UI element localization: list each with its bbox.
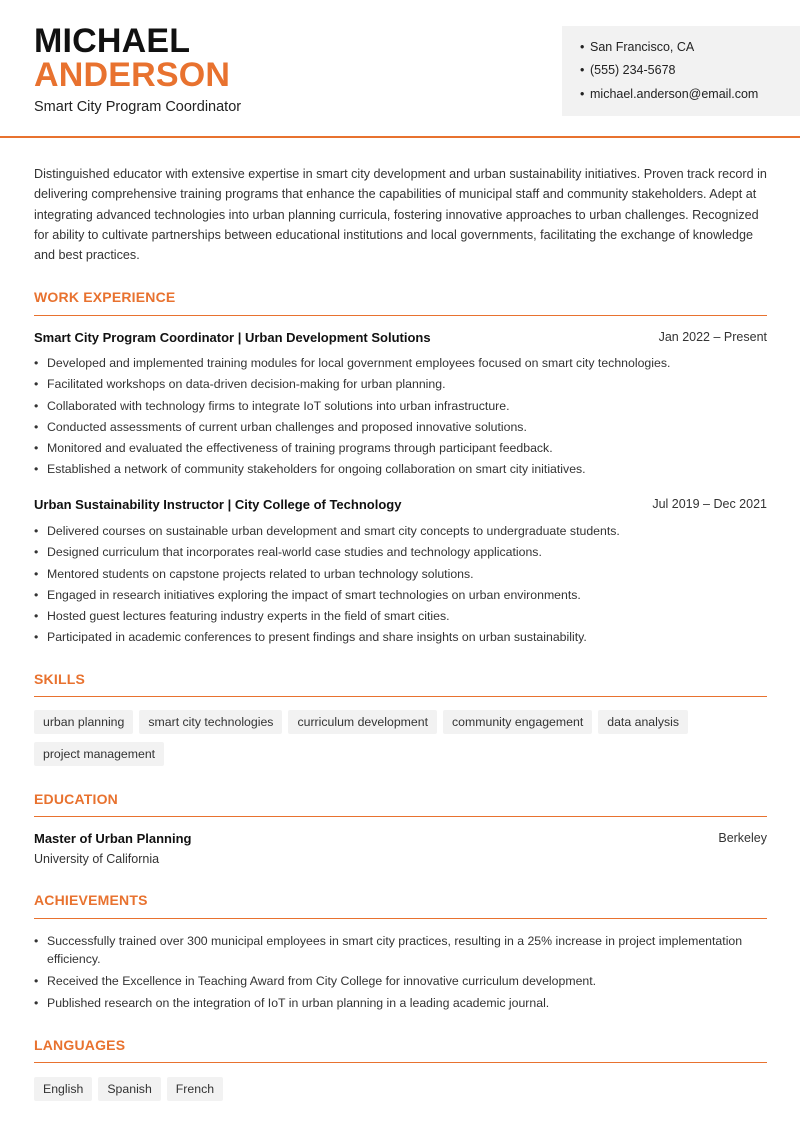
skill-chip: project management	[34, 742, 164, 766]
skills-list	[34, 710, 774, 774]
contact-location	[580, 40, 694, 54]
list-item: • Designed curriculum that incorporates real-world case studies and technology applications.	[34, 544, 767, 560]
section-divider	[34, 1062, 767, 1063]
list-item: • Engaged in research initiatives exploring the impact of smart technologies on urban environments.	[34, 587, 767, 603]
job-header	[34, 497, 767, 512]
language-chip: French	[167, 1077, 223, 1101]
job-bullets	[34, 355, 767, 483]
achievements-list	[34, 933, 754, 1016]
job-role: Urban Sustainability Instructor | City College of Technology	[34, 497, 402, 512]
last-name: ANDERSON	[34, 56, 231, 94]
contact-email[interactable]	[580, 87, 758, 101]
section-title-achievements: ACHIEVEMENTS	[34, 892, 148, 908]
section-title-languages: LANGUAGES	[34, 1037, 126, 1053]
resume-header	[0, 0, 800, 137]
job-header	[34, 330, 767, 345]
job-role: Smart City Program Coordinator | Urban Development Solutions	[34, 330, 431, 345]
skill-chip: community engagement	[443, 710, 592, 734]
contact-box	[562, 26, 800, 116]
phone-text: (555) 234-5678	[590, 63, 676, 77]
bullet-icon: •	[580, 87, 585, 101]
skill-chip: urban planning	[34, 710, 133, 734]
list-item: • Developed and implemented training modules for local government employees focused on smart city technologies.	[34, 355, 767, 371]
bullet-icon: •	[580, 40, 585, 54]
contact-phone	[580, 63, 675, 77]
skill-chip: curriculum development	[288, 710, 437, 734]
list-item: • Hosted guest lectures featuring industry experts in the field of smart cities.	[34, 608, 767, 624]
section-divider	[34, 918, 767, 919]
list-item: • Conducted assessments of current urban challenges and proposed innovative solutions.	[34, 419, 767, 435]
section-title-education: EDUCATION	[34, 791, 118, 807]
section-divider	[34, 816, 767, 817]
section-title-skills: SKILLS	[34, 671, 85, 687]
first-name: MICHAEL	[34, 22, 191, 60]
job-bullets	[34, 523, 767, 651]
job-title: Smart City Program Coordinator	[34, 99, 242, 115]
list-item: • Participated in academic conferences to present findings and share insights on urban sustainability.	[34, 629, 767, 645]
header-divider	[0, 136, 800, 138]
list-item: • Received the Excellence in Teaching Award from City College for innovative curriculum development.	[34, 973, 754, 989]
list-item: • Published research on the integration of IoT in urban planning in a leading academic journal.	[34, 995, 754, 1011]
bullet-icon: •	[580, 63, 585, 77]
list-item: • Established a network of community stakeholders for ongoing collaboration on smart city initiatives.	[34, 461, 767, 477]
languages-list	[34, 1077, 774, 1109]
job-dates: Jan 2022 – Present	[658, 330, 767, 344]
education-location: Berkeley	[718, 831, 767, 845]
summary-paragraph: Distinguished educator with extensive expertise in smart city development and urban sustainability initiatives. Proven track record in delivering comprehensive training programs that enhance the capabilities of municipal staff and community stakeholders. Adept at integrating advanced technologies into urban planning curricula, fostering innovative approaches to urban challenges. Recognized for ability to cultivate partnerships between educational institutions and local governments, facilitating the exchange of knowledge and best practices.	[34, 167, 767, 263]
list-item: • Successfully trained over 300 municipal employees in smart city practices, resulting in a 25% increase in project implementation efficiency.	[34, 933, 754, 968]
skill-chip: smart city technologies	[139, 710, 282, 734]
section-divider	[34, 315, 767, 316]
job-dates: Jul 2019 – Dec 2021	[652, 497, 767, 511]
section-divider	[34, 696, 767, 697]
email-text[interactable]: michael.anderson@email.com	[590, 87, 759, 101]
list-item: • Facilitated workshops on data-driven decision-making for urban planning.	[34, 376, 767, 392]
language-chip: English	[34, 1077, 92, 1101]
section-title-work: WORK EXPERIENCE	[34, 289, 176, 305]
skill-chip: data analysis	[598, 710, 688, 734]
location-text: San Francisco, CA	[590, 40, 695, 54]
language-chip: Spanish	[98, 1077, 160, 1101]
list-item: • Collaborated with technology firms to integrate IoT solutions into urban infrastructure.	[34, 398, 767, 414]
education-degree: Master of Urban Planning	[34, 831, 192, 846]
list-item: • Monitored and evaluated the effectiveness of training programs through participant feedback.	[34, 440, 767, 456]
list-item: • Delivered courses on sustainable urban development and smart city concepts to undergraduate students.	[34, 523, 767, 539]
education-school: University of California	[34, 852, 160, 866]
list-item: • Mentored students on capstone projects related to urban technology solutions.	[34, 566, 767, 582]
